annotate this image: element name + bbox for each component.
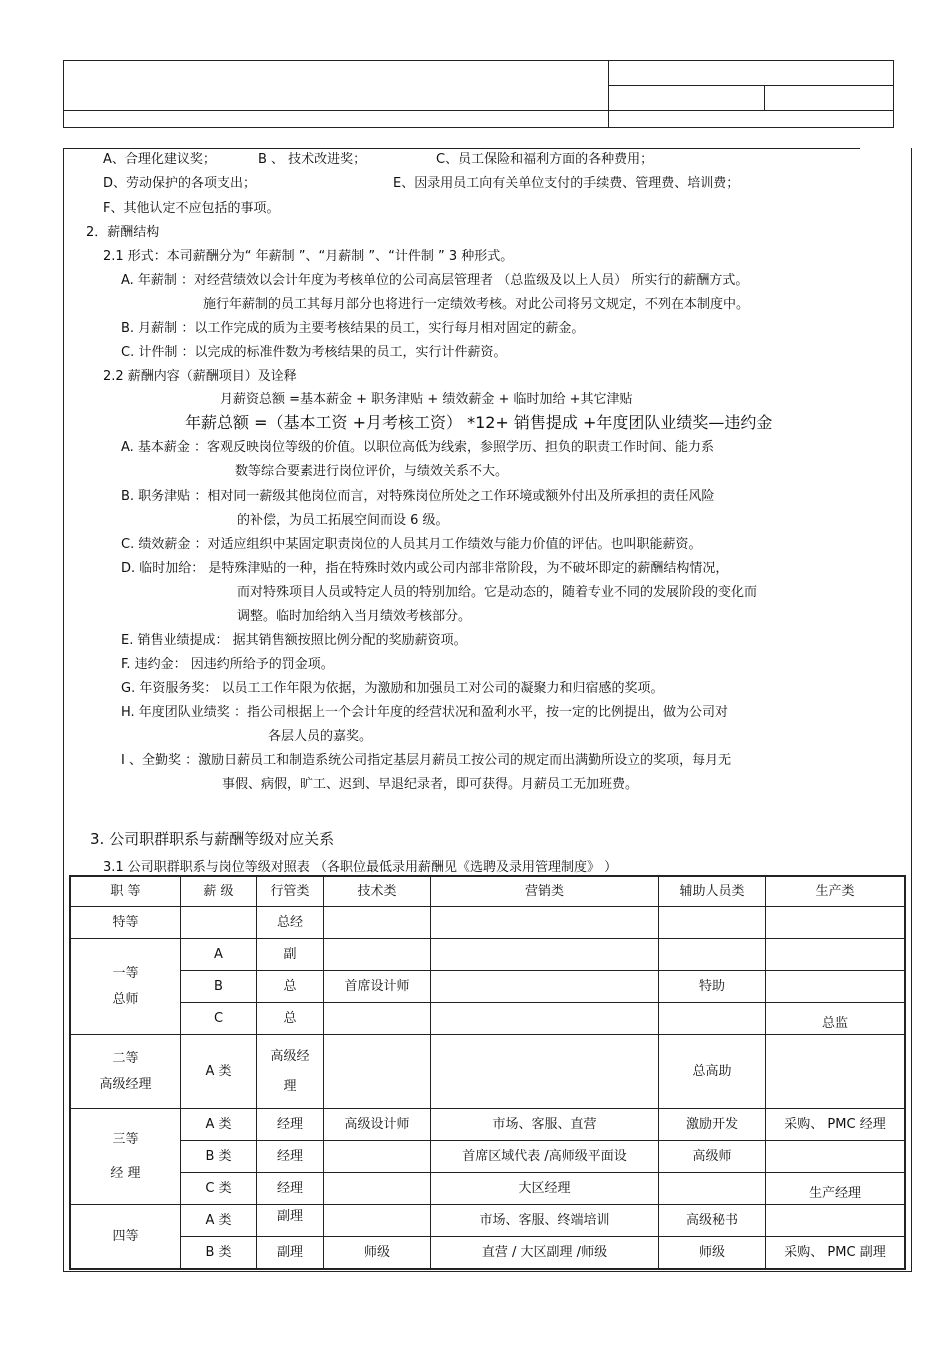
list-item-e: E、因录用员工向有关单位支付的手续费、管理费、培训费； [393, 176, 740, 191]
annual-salary-line-2: 施行年薪制的员工其每月部分也将进行一定绩效考核。对此公司将另文规定，不列在本制度中。 [203, 297, 750, 312]
aux-cell: 特助 [659, 971, 766, 1003]
list-item-c: C、员工保险和福利方面的各种费用； [436, 152, 654, 167]
table-row [71, 1109, 905, 1141]
level-cell: A 类 [181, 1109, 257, 1141]
mkt-cell: 市场、客服、直营 [431, 1109, 659, 1141]
grade-label: 一等 [112, 965, 139, 981]
admin-cell: 经理 [257, 1141, 324, 1173]
table-row [71, 1173, 905, 1205]
table-header: 职 等 [71, 877, 181, 907]
prod-cell: 总监 [766, 1003, 905, 1035]
item-line: B. 职务津贴 ：相对同一薪级其他岗位而言，对特殊岗位所处之工作环境或额外付出及所承担的责任风险 [121, 489, 715, 504]
aux-cell: 总高助 [659, 1035, 766, 1109]
item-line: D. 临时加给： 是特殊津贴的一种，指在特殊时效内或公司内部非常阶段，为不破坏即定的薪酬结构情况， [121, 561, 729, 576]
grade-cell [71, 939, 181, 1035]
grade-label: 二等 [112, 1050, 139, 1066]
list-item-b: B 、 技术改进奖； [258, 152, 367, 167]
list-item-a: A、合理化建议奖； [103, 152, 216, 167]
section-3-title: 3. 公司职群职系与薪酬等级对应关系 [90, 830, 335, 848]
annual-salary-line-1: A. 年薪制 ：对经营绩效以会计年度为考核单位的公司高层管理者 （总监级及以上人员） 所实行的薪酬方式。 [121, 273, 749, 288]
prod-cell: 生产经理 [766, 1173, 905, 1205]
admin-cell: 经理 [257, 1109, 324, 1141]
table-row [71, 1035, 905, 1109]
table-header: 行管类 [257, 877, 324, 907]
table-row [71, 1205, 905, 1237]
prod-cell: 采购、 PMC 经理 [766, 1109, 905, 1141]
aux-cell: 激励开发 [659, 1109, 766, 1141]
annual-formula: 年薪总额 =（基本工资 +月考核工资） *12+ 销售提成 +年度团队业绩奖—违约金 [185, 413, 773, 432]
item-line: 各层人员的嘉奖。 [268, 729, 373, 744]
section-3-1: 3.1 公司职群职系与岗位等级对照表 （各职位最低录用薪酬见《选聘及录用管理制度》 ） [103, 860, 618, 875]
item-line: 事假、病假，旷工、迟到、早退纪录者，即可获得。月薪员工无加班费。 [222, 777, 639, 792]
item-line: 的补偿，为员工拓展空间而设 6 级。 [237, 513, 449, 528]
table-row [71, 1141, 905, 1173]
admin-cell: 总 [257, 1003, 324, 1035]
table-row [71, 971, 905, 1003]
level-cell: B 类 [181, 1237, 257, 1269]
table-row [71, 1237, 905, 1269]
tech-cell: 首席设计师 [324, 971, 431, 1003]
item-line: 而对特殊项目人员或特定人员的特别加给。它是动态的，随着专业不同的发展阶段的变化而 [237, 585, 758, 600]
item-line: G. 年资服务奖： 以员工工作年限为依据，为激励和加强员工对公司的凝聚力和归宿感的奖项。 [121, 681, 664, 696]
admin-cell: 副理 [257, 1237, 324, 1269]
level-cell: B 类 [181, 1141, 257, 1173]
grade-label: 总师 [112, 991, 139, 1007]
admin-cell: 副理 [257, 1205, 324, 1237]
admin-label: 高级经 [270, 1048, 310, 1064]
admin-cell: 经理 [257, 1173, 324, 1205]
document-header-box [63, 60, 894, 128]
grade-cell: 特等 [71, 907, 181, 939]
table-header: 薪 级 [181, 877, 257, 907]
monthly-formula: 月薪资总额 =基本薪金 + 职务津贴 + 绩效薪金 + 临时加给 +其它津贴 [220, 392, 633, 407]
section-2-1: 2.1 形式：本司薪酬分为“ 年薪制 ”、“月薪制 ”、“计件制 ” 3 种形式。 [103, 249, 514, 264]
monthly-salary: B. 月薪制 ：以工作完成的质为主要考核结果的员工，实行每月相对固定的薪金。 [121, 321, 585, 336]
prod-cell: 采购、 PMC 副理 [766, 1237, 905, 1269]
grade-label: 经 理 [110, 1165, 141, 1181]
tech-cell: 高级设计师 [324, 1109, 431, 1141]
piece-rate: C. 计件制 ：以完成的标准件数为考核结果的员工，实行计件薪资。 [121, 345, 507, 360]
table-header-row [71, 877, 905, 907]
grade-cell: 四等 [71, 1205, 181, 1269]
tech-cell: 师级 [324, 1237, 431, 1269]
admin-cell: 副 [257, 939, 324, 971]
level-cell: C 类 [181, 1173, 257, 1205]
table-header: 辅助人员类 [659, 877, 766, 907]
mkt-cell: 首席区域代表 /高师级平面设 [431, 1141, 659, 1173]
mkt-cell: 市场、客服、终端培训 [431, 1205, 659, 1237]
level-cell: A 类 [181, 1205, 257, 1237]
table-row [71, 907, 905, 939]
item-line: E. 销售业绩提成： 据其销售额按照比例分配的奖励薪资项。 [121, 633, 467, 648]
item-line: H. 年度团队业绩奖 ：指公司根据上一个会计年度的经营状况和盈利水平，按一定的比例提出，做为公司对 [121, 705, 728, 720]
section-2-title: 2．薪酬结构 [86, 225, 160, 240]
item-line: A. 基本薪金 ：客观反映岗位等级的价值。以职位高低为线索，参照学历、担负的职责工作时间、能力系 [121, 440, 715, 455]
level-cell: C [181, 1003, 257, 1035]
admin-label: 理 [283, 1078, 297, 1094]
mkt-cell: 大区经理 [431, 1173, 659, 1205]
grade-cell [71, 1109, 181, 1205]
section-2-2: 2.2 薪酬内容（薪酬项目）及诠释 [103, 369, 297, 384]
item-line: 数等综合要素进行岗位评价，与绩效关系不大。 [235, 464, 509, 479]
admin-cell: 总经 [257, 907, 324, 939]
level-cell: A 类 [181, 1035, 257, 1109]
table-row [71, 1003, 905, 1035]
aux-cell: 高级师 [659, 1141, 766, 1173]
table-header: 生产类 [766, 877, 905, 907]
level-cell: B [181, 971, 257, 1003]
mkt-cell: 直营 / 大区副理 /师级 [431, 1237, 659, 1269]
item-line: I 、全勤奖 ：激励日薪员工和制造系统公司指定基层月薪员工按公司的规定而出满勤所设立的奖项，每月无 [121, 753, 732, 768]
level-cell: A [181, 939, 257, 971]
item-line: 调整。临时加给纳入当月绩效考核部分。 [237, 609, 472, 624]
item-line: C. 绩效薪金 ：对适应组织中某固定职责岗位的人员其月工作绩效与能力价值的评估。也叫职能薪资。 [121, 537, 702, 552]
aux-cell: 高级秘书 [659, 1205, 766, 1237]
table-header: 技术类 [324, 877, 431, 907]
grade-table [70, 876, 905, 1269]
grade-cell [71, 1035, 181, 1109]
list-item-d: D、劳动保护的各项支出； [103, 176, 257, 191]
list-item-f: F、其他认定不应包括的事项。 [103, 201, 280, 216]
grade-label: 高级经理 [99, 1076, 152, 1092]
table-header: 营销类 [431, 877, 659, 907]
admin-cell: 总 [257, 971, 324, 1003]
grade-label: 三等 [112, 1131, 139, 1147]
item-line: F. 违约金： 因违约所给予的罚金项。 [121, 657, 334, 672]
aux-cell: 师级 [659, 1237, 766, 1269]
admin-cell [257, 1035, 324, 1109]
table-row [71, 939, 905, 971]
